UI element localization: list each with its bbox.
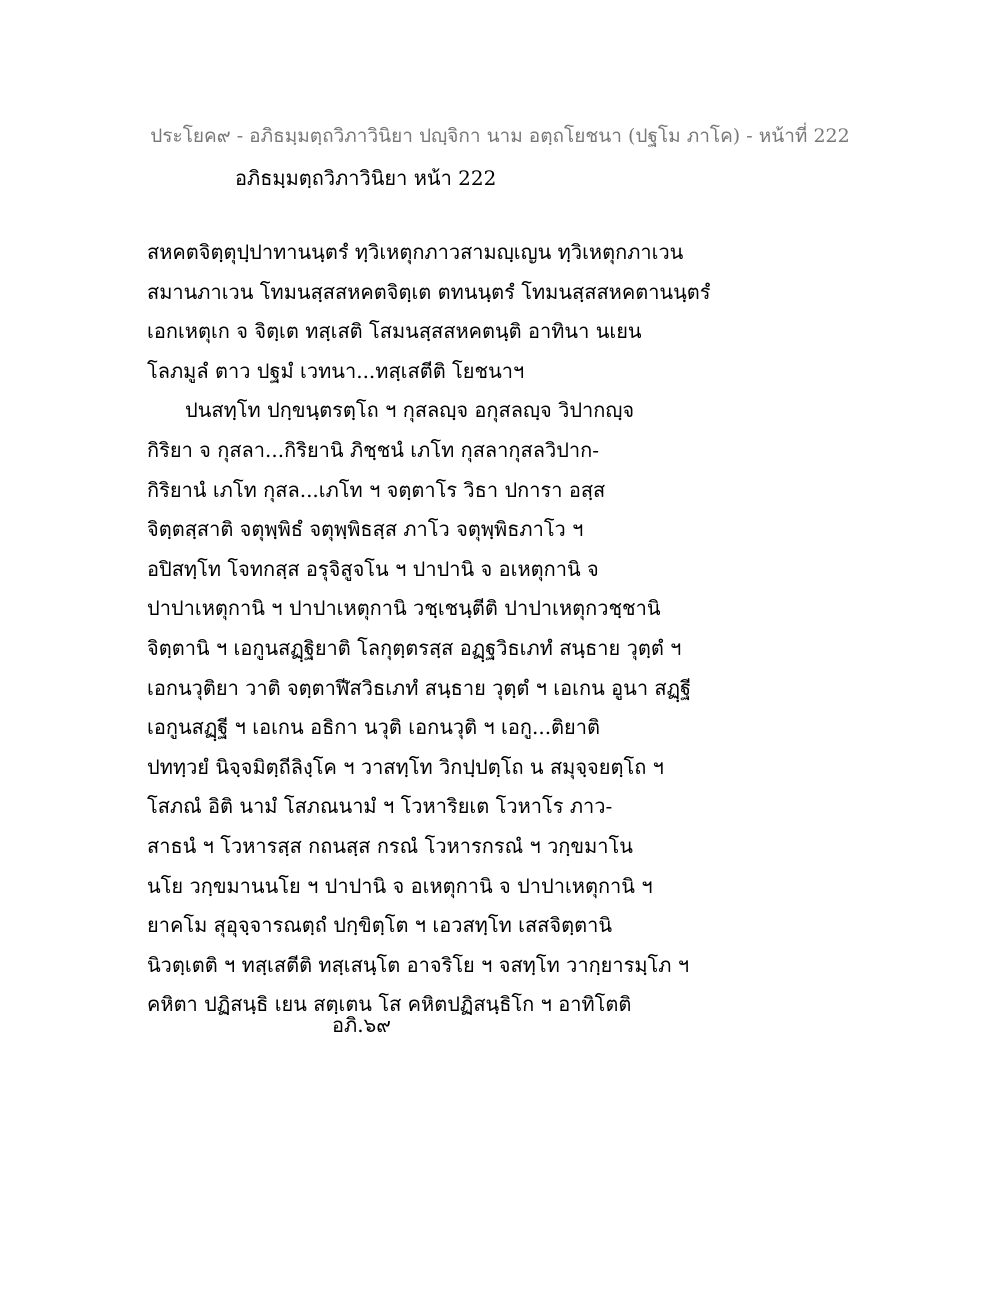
text-line: เอกเหตุเก จ จิตฺเต ทสฺเสติ โสมนสฺสสหคตนฺติ อาทินา นเยน <box>147 319 642 344</box>
footnote: อภิ.๖๙ <box>332 1013 391 1037</box>
text-line: สหคตจิตฺตุปฺปาทานนฺตรํ ทฺวิเหตุกภาวสามญฺเญน ทฺวิเหตุกภาเวน <box>147 240 684 264</box>
text-line: นิวตฺเตติ ฯ ทสฺเสตีติ ทสฺเสนฺโต อาจริโย ฯ จสทฺโท วากฺยารมฺโภ ฯ <box>147 952 690 977</box>
text-line: นโย วกฺขมานนโย ฯ ปาปานิ จ อเหตุกานิ จ ปาปาเหตุกานิ ฯ <box>147 873 653 898</box>
text-line: สมานภาเวน โทมนสฺสสหคตจิตฺเต ตทนนฺตรํ โทมนสฺสสหคตานนฺตรํ <box>147 279 711 304</box>
text-line: ยาคโม สุอุจฺจารณตฺถํ ปกฺขิตฺโต ฯ เอวสทฺโท เสสจิตฺตานิ <box>147 913 612 938</box>
text-line: กิริยานํ เภโท กุสล...เภโท ฯ จตฺตาโร วิธา ปการา อสฺส <box>147 477 606 502</box>
text-line: เอกูนสฏฺฐี ฯ เอเกน อธิกา นวุติ เอกนวุติ ฯ เอกู...ติยาติ <box>147 715 600 740</box>
running-header: ประโยค๙ - อภิธมฺมตฺถวิภาวินิยา ปญฺจิกา นาม อตฺถโยชนา (ปฐโม ภาโค) - หน้าที่ 222 <box>150 125 850 147</box>
text-line: คหิตา ปฏิสนฺธิ เยน สตฺเตน โส คหิตปฏิสนฺธิโก ฯ อาทิโตติ <box>147 992 632 1017</box>
text-line: อปิสทฺโท โจทกสฺส อรุจิสูจโน ฯ ปาปานิ จ อเหตุกานิ จ <box>147 556 599 581</box>
text-line: สาธนํ ฯ โวหารสฺส กถนสฺส กรณํ โวหารกรณํ ฯ วกฺขมาโน <box>147 833 633 858</box>
text-line: จิตฺตานิ ฯ เอกูนสฏฺฐิยาติ โลกุตฺตรสฺส อฏฺฐวิธเภทํ สนฺธาย วุตฺตํ ฯ <box>147 635 682 660</box>
text-line: ปททฺวยํ นิจฺจมิตฺถีลิงฺโค ฯ วาสทฺโท วิกปฺปตฺโถ น สมุจฺจยตฺโถ ฯ <box>147 754 664 779</box>
text-line: กิริยา จ กุสลา...กิริยานิ ภิชฺชนํ เภโท กุสลากุสลวิปาก- <box>147 437 600 462</box>
text-line: ปาปาเหตุกานิ ฯ ปาปาเหตุกานิ วชฺเชนฺตีติ ปาปาเหตุกวชฺชานิ <box>147 596 661 621</box>
text-line: ปนสทฺโท ปกฺขนฺตรตฺโถ ฯ กุสลญฺจ อกุสลญฺจ วิปากญฺจ <box>185 398 635 423</box>
text-line: โลภมูลํ ตาว ปฐมํ เวทนา...ทสฺเสตีติ โยชนาฯ <box>147 358 525 383</box>
text-line: โสภณํ อิติ นามํ โสภณนามํ ฯ โวหาริยเต โวหาโร ภาว- <box>147 794 613 819</box>
text-line: เอกนวุติยา วาติ จตฺตาฬีสวิธเภทํ สนฺธาย วุตฺตํ ฯ เอเกน อูนา สฏฺฐี <box>147 675 692 700</box>
page-title: อภิธมฺมตฺถวิภาวินิยา หน้า 222 <box>235 166 497 190</box>
body-text <box>147 233 867 1025</box>
text-line: จิตฺตสฺสาติ จตุพฺพิธํ จตุพฺพิธสฺส ภาโว จตุพฺพิธภาโว ฯ <box>147 517 584 542</box>
